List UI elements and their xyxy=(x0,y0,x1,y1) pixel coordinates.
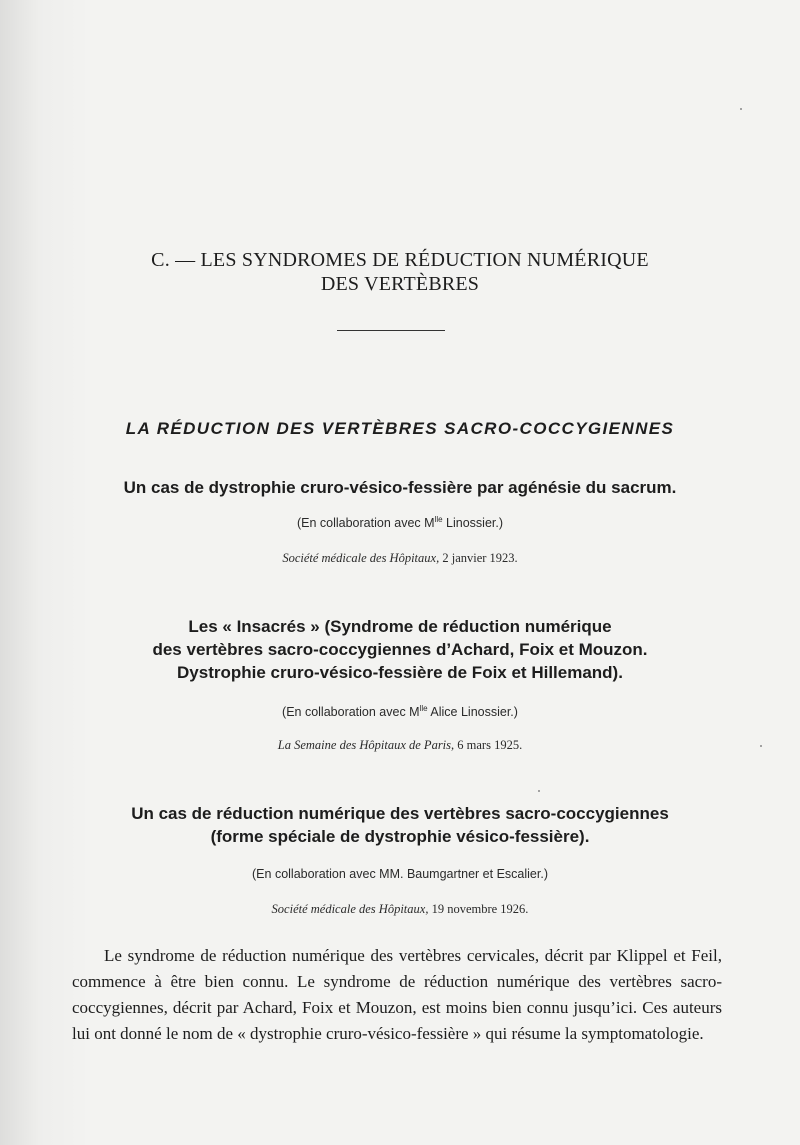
article-2-title-line2: des vertèbres sacro-coccygiennes d’Achard, Foix et Mouzon. xyxy=(152,640,648,659)
article-3-title-line2: (forme spéciale de dystrophie vésico-fessière). xyxy=(210,827,590,846)
article-1-title-line1: Un cas de dystrophie cruro-vésico-fessière par agénésie du sacrum. xyxy=(123,478,677,497)
article-2-source xyxy=(0,738,800,753)
source-date: 19 novembre 1926. xyxy=(428,902,529,916)
collab-suffix: Alice Linossier.) xyxy=(427,705,518,720)
article-2-title xyxy=(0,615,800,684)
source-date: 2 janvier 1923. xyxy=(439,551,518,565)
article-3-title xyxy=(0,802,800,848)
horizontal-rule xyxy=(337,330,445,331)
article-2-collaboration xyxy=(0,704,800,719)
article-3-title-line1: Un cas de réduction numérique des vertèbres sacro-coccygiennes xyxy=(131,804,669,823)
scan-speck xyxy=(740,108,742,110)
subsection-heading: LA RÉDUCTION DES VERTÈBRES SACRO-COCCYGIENNES xyxy=(125,419,675,438)
article-2-title-line3: Dystrophie cruro-vésico-fessière de Foix et Hillemand). xyxy=(177,663,623,682)
article-1-source xyxy=(0,551,800,566)
source-journal: La Semaine des Hôpitaux de Paris, xyxy=(277,738,455,752)
article-3-collaboration: (En collaboration avec MM. Baumgartner et Escalier.) xyxy=(252,867,548,881)
section-heading-line1: C. — LES SYNDROMES DE RÉDUCTION NUMÉRIQUE xyxy=(151,249,649,271)
scan-speck xyxy=(760,745,762,747)
article-2-title-line1: Les « Insacrés » (Syndrome de réduction numérique xyxy=(188,617,612,636)
source-journal: Société médicale des Hôpitaux, xyxy=(282,551,440,565)
scan-speck xyxy=(538,790,540,792)
collab-sup: lle xyxy=(434,515,443,524)
collab-prefix: (En collaboration avec M xyxy=(282,705,420,720)
body-paragraph: Le syndrome de réduction numérique des vertèbres cervicales, décrit par Klippel et Feil, commence à être bien connu. Le syndrome de réduction numérique des vertèbres sacro-coccygiennes, décrit par Achard, Foix et Mouzon, est moins bien connu jusqu’ici. Ces auteurs lui ont donné le nom de « dystrophie cruro-vésico-fessière » qui résume la symptomatologie. xyxy=(72,946,722,1043)
collab-suffix: Linossier.) xyxy=(442,516,504,531)
article-3-source xyxy=(0,902,800,917)
collab-sup: lle xyxy=(419,704,428,713)
source-journal: Société médicale des Hôpitaux, xyxy=(271,902,429,916)
source-date: 6 mars 1925. xyxy=(454,738,523,752)
article-1-title xyxy=(0,476,800,499)
collab-prefix: (En collaboration avec M xyxy=(296,516,435,531)
section-heading-line2: DES VERTÈBRES xyxy=(320,273,480,295)
article-1-collaboration xyxy=(0,515,800,530)
section-heading xyxy=(0,248,800,296)
